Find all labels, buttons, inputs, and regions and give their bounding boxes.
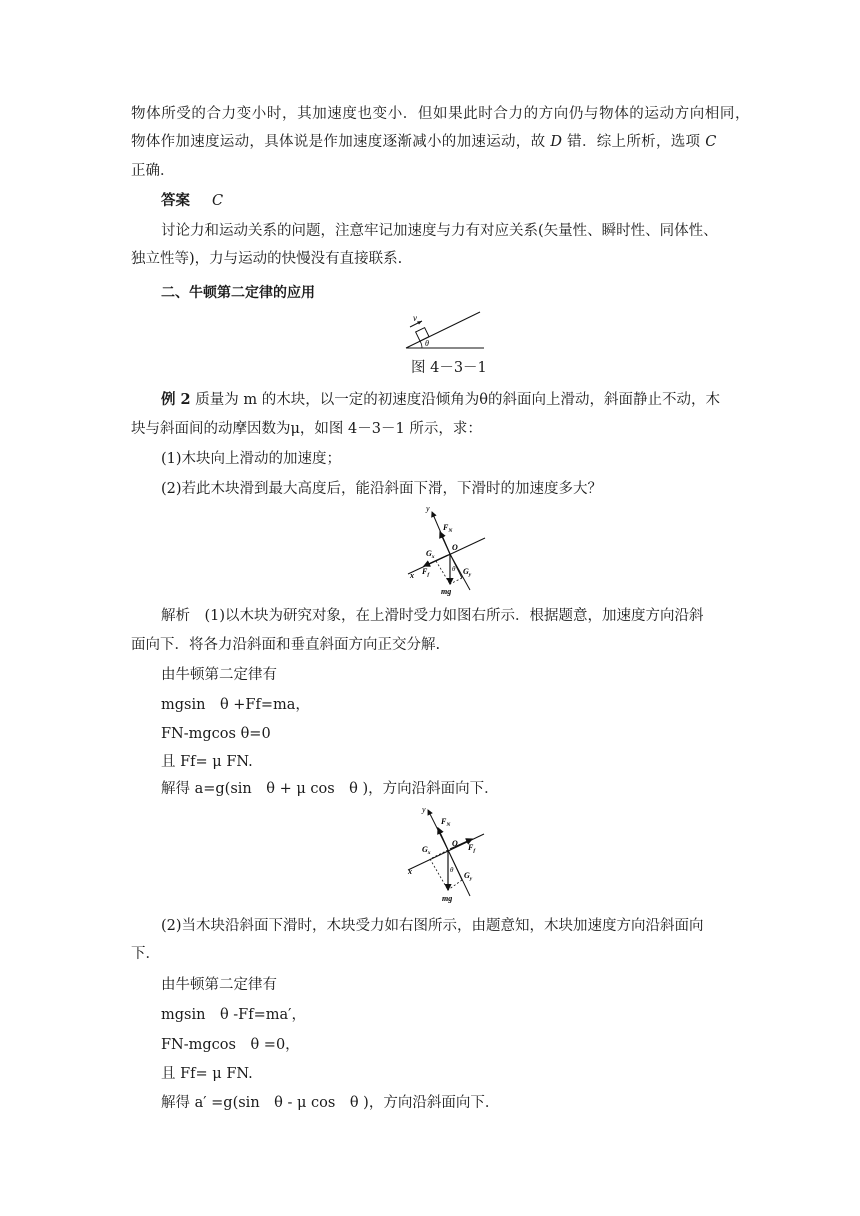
solution2-line-1: (2)当木块沿斜面下滑时，木块受力如右图所示，由题意知，木块加速度方向沿斜面向 [161,918,704,934]
solution1-eq2: FN-mgcos θ=0 [161,726,271,742]
intro-line-2 [131,132,717,152]
solution1-eq3: 且 Ff= μ FN. [161,754,253,770]
solution1-law: 由牛顿第二定律有 [161,667,277,683]
v-label: v [413,313,417,323]
fn-label: $F_N$ [443,523,453,534]
intro-line-2-text-b: 错．综上所析，选项 [562,134,706,150]
option-c: C [705,134,717,150]
solution1-line-1: 解析 (1)以木块为研究对象，在上滑时受力如图右所示．根据题意，加速度方向沿斜 [161,608,704,624]
figure-caption: 图 4－3－1 [411,360,487,376]
solution2-eq1: mgsin θ -Ff=ma′， [161,1007,306,1023]
option-d: D [550,134,563,150]
origin-label-2: O [452,839,458,848]
answer-label: 答案 [161,192,190,209]
force-diagram-up [400,502,490,596]
note-line-1: 讨论力和运动关系的问题，注意牢记加速度与力有对应关系(矢量性、瞬时性、同体性、 [161,223,718,239]
x-axis-label: x [410,571,414,580]
x-axis-label-2: x [408,867,412,876]
section-title: 二、牛顿第二定律的应用 [161,285,315,301]
incline-diagram [400,308,490,354]
gy-label: $G_y$ [463,567,472,578]
figure-incline [400,308,490,354]
solution2-eq2: FN-mgcos θ =0， [161,1037,300,1053]
question-2: (2)若此木块滑到最大高度后，能沿斜面下滑，下滑时的加速度多大？ [161,481,603,497]
intro-line-2-text: 物体作加速度运动，具体说是作加速度逐渐减小的加速运动，故 [131,134,551,150]
question-1: (1)木块向上滑动的加速度； [161,451,342,467]
solution1-line-2: 面向下．将各力沿斜面和垂直斜面方向正交分解. [131,637,441,653]
gx-label: $G_x$ [426,549,435,560]
intro-line-1: 物体所受的合力变小时，其加速度也变小．但如果此时合力的方向仍与物体的运动方向相同， [131,106,751,122]
mg-label: mg [441,587,452,596]
theta-label: θ [452,565,456,573]
y-axis-label-2: y [422,805,426,814]
example-text-1: 质量为 m 的木块，以一定的初速度沿倾角为θ的斜面向上滑动，斜面静止不动，木 [190,392,720,408]
ff-label-2: $F_f$ [468,843,476,854]
theta-label-2: θ [450,866,454,874]
gx-label-2: $G_x$ [422,845,431,856]
solution2-line-2: 下． [131,946,160,962]
answer-value: C [212,193,224,209]
mg-label-2: mg [442,894,453,903]
y-axis-label: y [426,504,430,513]
solution2-eq3: 且 Ff= μ FN. [161,1066,253,1082]
solution2-result: 解得 a′ =g(sin θ - μ cos θ )，方向沿斜面向下． [161,1095,500,1111]
origin-label: O [452,543,458,552]
theta-label: θ [425,339,429,348]
example-line-2: 块与斜面间的动摩因数为μ，如图 4－3－1 所示，求： [131,421,482,437]
example-line-1 [161,390,720,410]
force-diagram-down [398,804,492,904]
fn-label-2: $F_N$ [441,817,451,828]
intro-line-3: 正确． [131,163,175,179]
solution2-law: 由牛顿第二定律有 [161,977,277,993]
gy-label-2: $G_y$ [464,871,473,882]
solution1-result: 解得 a=g(sin θ + μ cos θ )，方向沿斜面向下． [161,781,499,797]
solution1-eq1: mgsin θ +Ff=ma， [161,697,310,713]
ff-label: $F_f$ [422,567,430,578]
note-line-2: 独立性等)，力与运动的快慢没有直接联系. [131,251,403,267]
example-label: 例 2 [161,391,191,408]
answer-row [161,191,223,211]
